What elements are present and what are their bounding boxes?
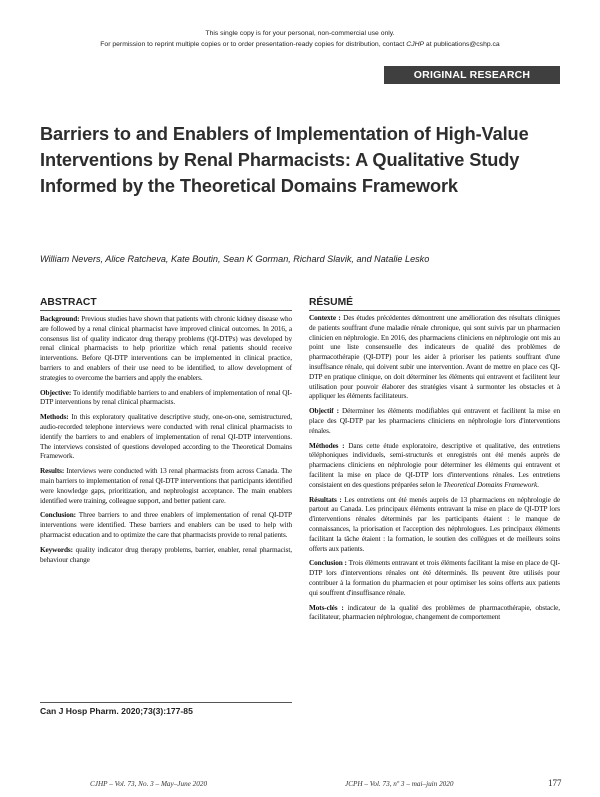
page-number: 177 — [548, 778, 562, 788]
label: Objectif : — [309, 407, 339, 416]
abstract-background — [40, 315, 292, 384]
copyright-notice — [0, 29, 600, 50]
label: Methods: — [40, 413, 69, 422]
section-label: ORIGINAL RESEARCH — [384, 66, 560, 84]
label: Keywords: — [40, 545, 73, 554]
framework-name: Theoretical Domains Framework — [443, 480, 538, 489]
notice-journal: CJHP — [406, 40, 425, 48]
resume-contexte — [309, 314, 560, 402]
abstract-methods — [40, 413, 292, 462]
label: Méthodes : — [309, 441, 345, 450]
abstract-column — [40, 297, 292, 570]
text-end: . — [537, 480, 539, 489]
abstract-results — [40, 467, 292, 506]
footer-left: CJHP – Vol. 73, No. 3 – May–June 2020 — [90, 780, 208, 788]
text: Dans cette étude exploratoire, descriptive et qualitative, des entretiens téléphoniques individuels, semi-structurés et enregistrés ont été menés auprès de pharmaciens cliniciens en néphrologie pour déterminer les éléments qui entravent et facilitent la mise en place de QI-DTP lors d'interventions rénales. Les entretiens consistaient en des questions préparées selon le — [309, 441, 560, 489]
label: Background: — [40, 315, 80, 323]
journal-citation: Can J Hosp Pharm. 2020;73(3):177-85 — [40, 702, 292, 716]
abstract-conclusion — [40, 511, 292, 540]
abstract-keywords — [40, 546, 292, 566]
label: Objective: — [40, 388, 72, 397]
abstract-heading: ABSTRACT — [40, 297, 292, 311]
label: Contexte : — [309, 314, 341, 322]
resume-objectif — [309, 407, 560, 436]
label: Results: — [40, 467, 65, 476]
text: Interviews were conducted with 13 renal pharmacists from across Canada. The main barriers to implementation of renal QI-DTP interventions that participants identified were knowledge gaps, prioritization, and nephrologist acceptance. The main enablers identified were training, colleague support, and better patient care. — [40, 467, 292, 505]
author-list: William Nevers, Alice Ratcheva, Kate Boutin, Sean K Gorman, Richard Slavik, and Natalie Lesko — [40, 254, 430, 264]
text: To identify modifiable barriers to and enablers of implementation of renal QI-DTP interventions by renal clinical pharmacists. — [40, 388, 292, 407]
text: indicateur de la qualité des problèmes de pharmacothérapie, obstacle, facilitateur, pharmacien néphrologue, changement de comportement — [309, 603, 560, 622]
label: Mots-clés : — [309, 603, 344, 612]
label: Conclusion : — [309, 559, 347, 568]
notice-email: at publications@cshp.ca — [424, 40, 500, 48]
resume-resultats — [309, 496, 560, 555]
resume-column — [309, 297, 560, 628]
text: Trois éléments entravant et trois éléments facilitant la mise en place de QI-DTP lors d'interventions rénales ont été déterminés. Ils peuvent être utilisés pour contribuer à la formation du pharmacien et pour optimiser les soins offerts aux patients qui souffrent d'insuffisance rénale. — [309, 559, 560, 597]
abstract-objective — [40, 389, 292, 409]
text: Previous studies have shown that patients with chronic kidney disease who are followed by a renal clinical pharmacist have improved clinical outcomes. In 2016, a consensus list of quality indicator drug therapy problems (QI-DTPs) was developed by renal clinical pharmacists to help prioritize which renal patients should receive interventions. Before QI-DTP interventions can be implemented in clinical practice, barriers to and enablers of their use need to be identified, to allow development of strategies to overcome the barriers and apply the enablers. — [40, 315, 292, 382]
label: Conclusion: — [40, 511, 76, 520]
article-title: Barriers to and Enablers of Implementation of High-Value Interventions by Renal Pharmacists: A Qualitative Study Informed by the Theoretical Domains Framework — [40, 124, 529, 196]
resume-conclusion — [309, 559, 560, 598]
notice-line-2-text: For permission to reprint multiple copies or to order presentation-ready copies for distribution, contact — [100, 40, 407, 48]
text: Déterminer les éléments modifiables qui entravent et facilitent la mise en place des QI-DTP par les pharmaciens cliniciens en néphrologie lors d'interventions rénales. — [309, 407, 561, 435]
notice-line-1: This single copy is for your personal, non-commercial use only. — [205, 30, 395, 37]
notice-line-2 — [0, 40, 600, 51]
resume-methodes — [309, 442, 560, 491]
resume-motscles — [309, 604, 560, 624]
text: In this exploratory qualitative descriptive study, one-on-one, semistructured, audio-recorded telephone interviews were conducted with renal clinical pharmacists to identify the barriers to and enablers of implementation of renal QI-DTP interventions. The interviews consisted of questions developed according to the Theoretical Domains Framework. — [40, 413, 292, 461]
resume-heading: RÉSUMÉ — [309, 297, 560, 311]
footer-right: JCPH – Vol. 73, nº 3 – mai–juin 2020 — [345, 780, 454, 788]
label: Résultats : — [309, 495, 342, 504]
text: Three barriers to and three enablers of implementation of renal QI-DTP interventions were identified. These barriers and enablers can be used to help with pharmacist education and to optimize the care that pharmacists provide to renal patients. — [40, 511, 292, 539]
text: quality indicator drug therapy problems, barrier, enabler, renal pharmacist, behaviour change — [40, 545, 292, 564]
text: Les entretiens ont été menés auprès de 13 pharmaciens en néphrologie de partout au Canada. Les principaux éléments entravant la mise en place de QI-DTP lors d'interventions rénales déterminés par les participants étaient : le manque de connaissances, la priorisation et l'acception des néphrologues. Les principaux éléments facilitant la tâche étaient : la formation, le soutien des collègues et de meilleurs soins offerts aux patients. — [309, 495, 560, 553]
text: Des études précédentes démontrent une amélioration des résultats cliniques de patients souffrant d'une maladie rénale chronique, qui sont suivis par un pharmacien clinicien en néphrologie. En 2016, des pharmaciens cliniciens en néphrologie ont mis au point une liste consensuelle des indicateurs de qualité des problèmes de pharmacothérapie (QI-DTP) pour les aider à prioriser les patients souffrant d'une insuffisance rénale, qui doivent subir une intervention. Avant de mettre en place ces QI-DTP en pratique clinique, on doit déterminer les éléments qui entravent et facilitent leur utilisation pour pouvoir élaborer des stratégies visant à surmonter les obstacles et à appliquer les éléments facilitateurs. — [309, 314, 560, 401]
